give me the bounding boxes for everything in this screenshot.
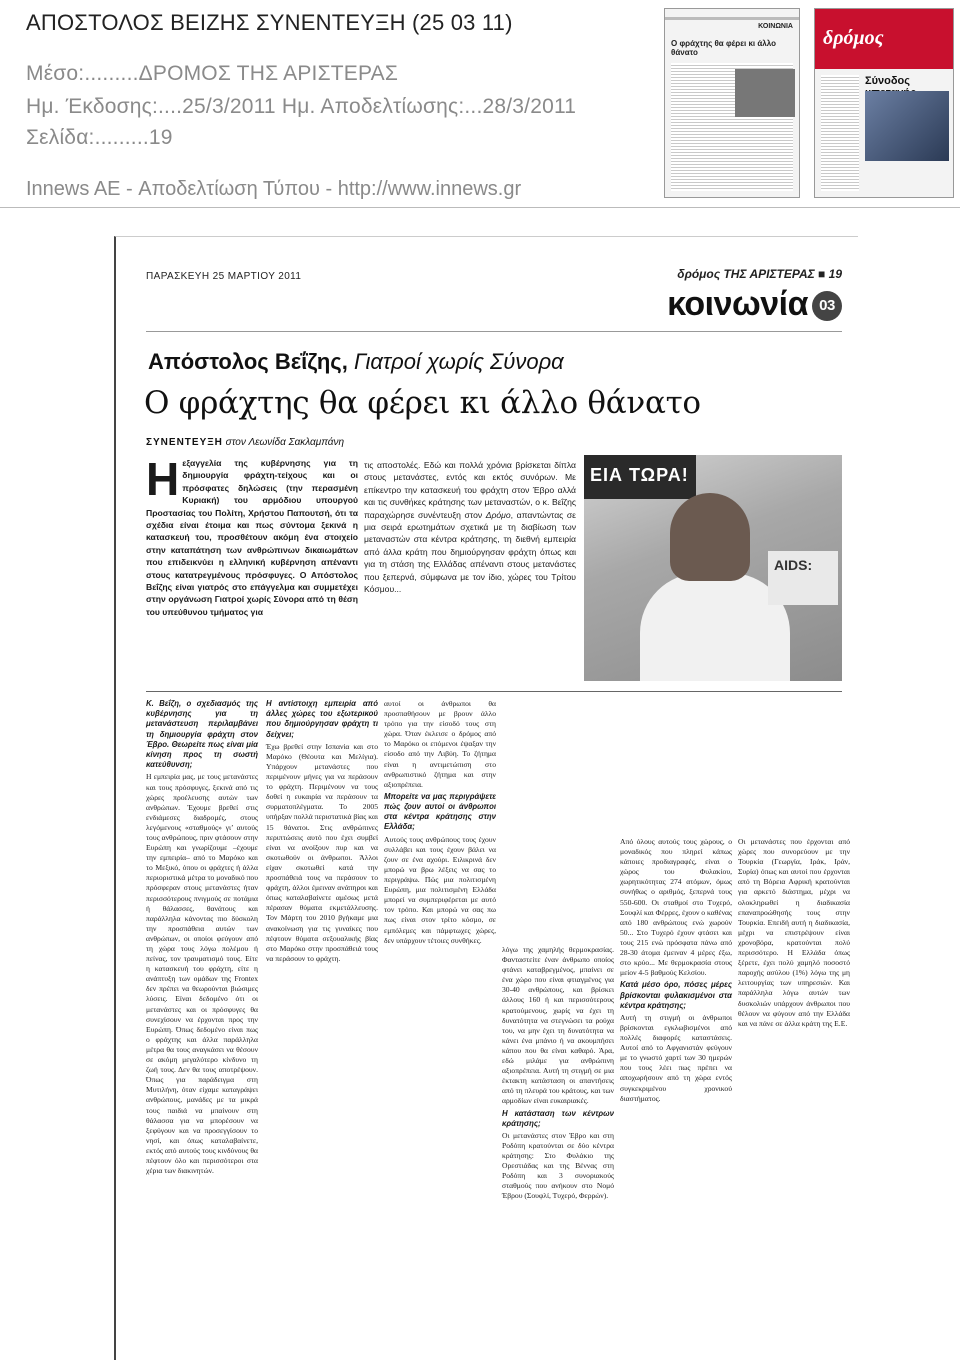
question: Η αντίστοιχη εμπειρία από άλλες χώρες του εξωτερικού που δημιούργησαν φράχτη τι δείχνει; [266,699,378,739]
newspaper-page [114,236,858,1360]
intro-paragraph [146,453,358,618]
section-label: κοινωνία [667,285,808,323]
intro2-text-a: τις αποστολές. Εδώ και πολλά χρόνια βρίσκεται δίπλα στους μετανάστες, εντός και εκτός συνόρων. Με επίκεντρο την κατασκευή του φράχτη στον Έβρο αλλά και τις συνθήκες κράτησης των μεταναστών, ο κ. Βεΐζης παραχώρησε συνέντευξη στον [364,460,576,520]
column-1 [146,699,258,1178]
answer: Αυτούς τους ανθρώπους τους έχουν συλλάβει και τους έχουν βάλει να ζουν σε ένα αχούρι. Ειλικρινά δεν μπορώ να βρω λέξεις να σας το περιγράψω. Πώς μια πολιτισμένη Ευρώπη, μια πολιτισμένη Ελλάδα μπορεί να συμπεριφέρεται με αυτό τον τρόπο. Και μπορώ να σας πω πως είναι στον τρίτο κόσμο, σε εμπόλεμες και πάμφτωχες χώρες, δεν υπάρχουν τέτοιες συνθήκες. [384,834,496,945]
thumb-logo: δρόμος [823,27,884,49]
column-4 [502,945,614,1204]
answer: Αυτή τη στιγμή οι άνθρωποι βρίσκονται εγκλωβισμένοι από πολλές διαφορές καταστάσεις. Αυτοί από το Αφγανιστάν φεύγουν με το γνωστό χαρτί των 30 ημερών που τους λέει πως πρέπει να αποχωρήσουν από τη χώρα εντός συγκεκριμένου χρονικού διαστήματος. [620,1012,732,1103]
intro-text: εξαγγελία της κυβέρνησης για τη δημιουργία φράχτη-τείχους και οι πρόσφατες δηλώσεις (την περασμένη Κυριακή) του αρμόδιου υπουργού Προστασίας του Πολίτη, Χρήστου Παπουτσή, ότι τα σχέδια είναι έτοιμα και πως σύντομα ξεκινά η κατασκευή του, προσθέτουν ακόμη ένα στοιχείο στην καταπάτηση των ανθρώπινων δικαιωμάτων που επιδεικνύει η ελληνική κυβέρνηση απέναντι στους κατατρεγμένους πρόσφυγες. Ο Απόστολος Βεΐζης είναι γιατρός στο επάγγελμα και συμμετέχει στην οργάνωση Γιατροί χωρίς Σύνορα από τη θέση του υπεύθυνου τμήματος για [146,458,358,617]
question: Κατά μέσο όρο, πόσες μέρες βρίσκονται φυλακισμένοι στα κέντρα κράτησης; [620,980,732,1010]
section-number: 03 [812,291,842,321]
medium-line: Μέσο:.........ΔΡΟΜΟΣ ΤΗΣ ΑΡΙΣΤΕΡΑΣ [26,62,399,85]
photo-board: AIDS: [768,551,838,605]
drop-cap: Η [146,453,180,505]
article-headline: Ο φράχτης θα φέρει κι άλλο θάνατο [144,385,701,421]
answer: αυτοί οι άνθρωποι θα προσπαθήσουν με βρουν άλλο τρόπο για την είσοδό τους στη χώρα. Όταν έκλεισε ο δρόμος από το Μαρόκο οι επόμενοι έψαξαν την είσοδο από την Λιβύη. Το ζήτημα είναι η αντιμετώπιση στο ανθρωπιστικό ζήτημα και στην αξιοπρέπεια. [384,699,496,789]
clipping-title: ΑΠΟΣΤΟΛΟΣ ΒΕΙΖΗΣ ΣΥΝΕΝΤΕΥΞΗ (25 03 11) [26,10,513,35]
thumb-cover-headline: Σύνοδος [865,75,910,87]
thumb-cover-photo [865,91,949,161]
page-thumbnail-cover[interactable] [814,8,954,198]
kicker-org: Γιατροί χωρίς Σύνορα [347,349,564,374]
thumb-rule [665,17,799,20]
thumb-cover-column [821,75,859,191]
page-thumbnail-article[interactable] [664,8,800,198]
answer: Οι μετανάστες στον Έβρο και στη Ροδόπη κρατούνται σε δύο κέντρα κράτησης: Στο Φυλάκιο της Ορεστιάδας και της Βέννας στη Ροδόπη και 3 συνοριακούς σταθμούς που ανήκουν στο Νομό Έβρου (Σουφλί, Τυχερό, Φερρών). [502,1130,614,1201]
byline [146,437,344,448]
thumb-headline: Ο φράχτης θα φέρει κι άλλο θάνατο [671,39,776,57]
byline-label: ΣΥΝΕΝΤΕΥΞΗ [146,437,223,448]
interview-photo [584,455,842,681]
byline-author: στον Λεωνίδα Σακλαμπάνη [222,437,345,448]
body-separator [146,691,842,692]
kicker-name: Απόστολος Βεΐζης, [148,349,348,374]
paper-name: δρόμος ΤΗΣ ΑΡΙΣΤΕΡΑΣ ■ 19 [677,267,842,281]
credit-line: Innews AE - Αποδελτίωση Τύπου - http://www.innews.gr [26,178,522,200]
intro-continuation [364,459,576,595]
question: Η κατάσταση των κέντρων κράτησης; [502,1108,614,1128]
issue-date: ΠΑΡΑΣΚΕΥΗ 25 ΜΑΡΤΙΟΥ 2011 [146,271,302,282]
thumb-section-tag: ΚΟΙΝΩΝΙΑ [758,23,793,30]
question: Μπορείτε να μας περιγράψετε πώς ζουν αυτοί οι άνθρωποι στα κέντρα κράτησης στην Ελλάδα; [384,791,496,832]
column-3 [384,699,496,948]
clipping-header [0,0,960,208]
section-title [667,285,842,324]
column-6 [738,837,850,1031]
header-rule [146,331,842,332]
intro2-paper-name: Δρόμο [485,509,511,520]
photo-figure-head [670,493,750,581]
intro2-text-b: , απαντώντας σε μια σειρά ερωτημάτων σχετικά με τη διαβίωση των μεταναστών στα κέντρα κράτησης, τη διεθνή εμπειρία από άλλα κράτη που δημιούργησαν φράχτη όπως και για τη στάση της Ελλάδας απέναντι στους μετανάστες που ξεπερνά, σύμφωνα με τον ίδιο, χώρες του Τρίτου Κόσμου... [364,509,576,595]
photo-banner: ΕΙΑ ΤΩΡΑ! [584,455,696,499]
column-5 [620,837,732,1106]
question: Κ. Βεΐζη, ο σχεδιασμός της κυβέρνησης για τη μετανάστευση περιλαμβάνει τη δημιουργία φράχτη στον Έβρο. Θεωρείτε πως είναι μία κίνηση προς τη σωστή κατεύθυνση; [146,699,258,770]
kicker [148,349,564,375]
column-2 [266,699,378,966]
dates-line: Ημ. Έκδοσης:....25/3/2011 Ημ. Αποδελτίωσης:...28/3/2011 [26,95,577,118]
answer: Οι μετανάστες που έρχονται από χώρες που συνορεύουν με την Τουρκία (Γεωργία, Ιράκ, Ιράν, Συρία) όπως και αυτοί που έρχονται από τη Βόρεια Αφρική κρατούνται για αρκετό διάστημα, μέχρι να ολοκληρωθεί η διαδικασία επαναπροώθησής τους στην Τουρκία. Επειδή αυτή η διαδικασία, μέχρι να επιστρέψουν είναι χρονοβόρα, κρατούνται πολύ περισσότερο. Η Ελλάδα όπως ξέρετε, έχει πολύ χαμηλό ποσοστό παροχής ασύλου (1%) λόγω της μη λειτουργίας των υπηρεσιών. Και παράλληλα λόγω αυτών των δυσκολιών υπάρχουν άνθρωποι που θέλουν να φύγουν από την Ελλάδα και να πάνε σε άλλα κράτη της Ε.Ε. [738,837,850,1028]
page-line: Σελίδα:.........19 [26,126,173,149]
answer: Έχω βρεθεί στην Ισπανία και στο Μαρόκο (Θέουτα και Μελίγια). Υπάρχουν μετανάστες που περιμένουν μήνες για να περάσουν το φράχτη. Περιμένουν να τους δοθεί η ευκαιρία να περάσουν τα συρματοπλέγματα. Το 2005 υπήρξαν πολλά περιστατικά βίας και 15 θάνατοι. Στις ανθρώπινες περιπτώσεις αυτό που έχει συμβεί είναι να ανοίξουν πυρ και να σκοτωθούν οι άνθρωποι. Άλλοι είχαν σκοτωθεί κατά την προσπάθειά τους να περάσουν το φράχτη, άλλοι έμειναν ανάπηροι και όπως καταλαβαίνετε αμέσως μετά πέρασαν θύματα εκμετάλλευσης. Τον Μάρτη του 2010 βγήκαμε μια ανακοίνωση για τις γυναίκες που πέφτουν θύματα σεξουαλικής βίας στο Μαρόκο στην προσπάθειά τους να περάσουν το φράχτη. [266,741,378,963]
answer: Από όλους αυτούς τους χώρους, ο μοναδικός που πληρεί κάπως κάποιες προδιαγραφές, είναι ο χώρος του Φυλακίου, χωρητικότητας 274 ατόμων, όμως συνήθως ο αριθμός, ξεπερνά τους 550-600. Οι σταθμοί στο Τυχερό, Σουφλί και Φέρρες, έχουν ο καθένας από 180 ανθρώπους ενώ χωρούν 50... Στο Τυχερό έχουν φτάσει και τους 215 ενώ πρόσφατα πάνω από 28-30 άτομα έμειναν 4 μέρες έξω, στο κρύο... Με θερμοκρασία στους μείον 4-5 βαθμούς Κελσίου. [620,837,732,978]
answer: λόγω της χαμηλής θερμοκρασίας. Φανταστείτε έναν άνθρωπο οποίος φτάνει καταβρεγμένος, μπαίνει σε ένα χώρο που είναι φτιαγμένος για 30-40 ανθρώπους, και βρίσκει άλλους 160 ή και περισσότερους κρατούμενους, χωρίς να έχει τη δυνατότητα να στεγνώσει τα ρούχα του, να μην έχει τη δυνατότητα να κάνει ένα μπάνιο ή να ακουμπήσει κάπου που θα είναι καθαρό. Άρα, εδώ μιλάμε για ανθρώπινη αξιοπρέπεια. Αυτή τη στιγμή σε μια έκτακτη κατάσταση οι απαντήσεις από τη πλευρά του κράτους, και των αρμοδίων είναι ευκαιριακές. [502,945,614,1106]
answer: Η εμπειρία μας, με τους μετανάστες και τους πρόσφυγες, ξεκινά από τις χώρες προέλευσης αυτών των ανθρώπων. Έχουμε βρεθεί στις ενδιάμεσες διαδρομές, στους λεγόμενους «σταθμούς» γι’ αυτούς τους ανθρώπους, πριν φτάσουν στην Ευρώπη και γνωρίζουμε –έχουμε την εμπειρία– από το Μαρόκο και το Μεξικό, όπου οι φράχτες ή άλλα περιοριστικά μέτρα το μοναδικό που πρόσφεραν στους μετανάστες ήταν περισσότερους πνιγμούς σε ποτάμια ή θάλασσες, θανάτους και παράλληλα κάνοντας πιο δύσκολη την προσπάθεια αυτών των ανθρώπων, οι οποίοι φεύγουν από τη χώρα τους λόγω πολέμου ή πείνας, τον τραυματισμό τους. Είτε η κατασκευή του φράχτη, είτε η ανάπτυξη των ομάδων της Frontex δεν πρέπει να θεωρούνται βιώσιμες λύσεις. Είναι δεδομένο ότι οι μετανάστες και οι πρόσφυγες θα συνεχίσουν να έρχονται προς την Ευρώπη. Όπως δεδομένο είναι πως ο φράχτης και άλλα παράλληλα μέτρα θα τους αναγκάσει να θέσουν σε ακόμη μεγαλύτερο κίνδυνο τη ζωή τους. Δεν θα τους αποτρέψουν. Όπως για παράδειγμα στη Μυτιλήνη, όταν είχαμε καταγράψει ανθρώπους, μανάδες με τα μικρά τους παιδιά να μπαίνουν στη θάλασσα για να μπορέσουν να ξεφύγουν και να προσεγγίσουν το νησί, και όπως καταλαβαίνετε, εκτός από αυτούς τους κινδύνους θα πέφτουν όλο και περισσότεροι στα χέρια των διακινητών. [146,772,258,1176]
thumb-photo [735,69,795,117]
